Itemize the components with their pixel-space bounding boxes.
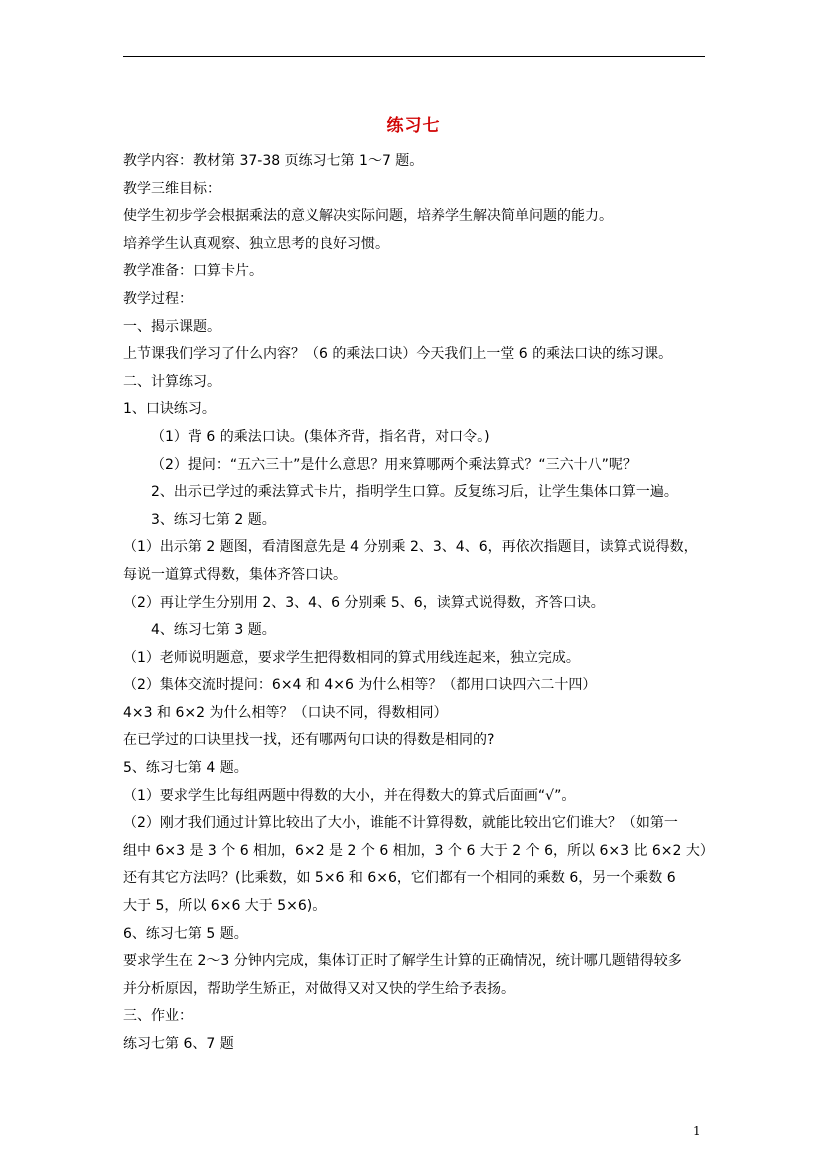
text-line: 上节课我们学习了什么内容？（6 的乘法口诀）今天我们上一堂 6 的乘法口诀的练习课。 — [123, 346, 673, 363]
text-line: （2）再让学生分别用 2、3、4、6 分别乘 5、6，读算式说得数，齐答口诀。 — [123, 594, 605, 611]
text-line: 练习七第 6、7 题 — [123, 1036, 234, 1052]
text-line: 组中 6×3 是 3 个 6 相加，6×2 是 2 个 6 相加，3 个 6 大于 2 个 6，所以 6×3 比 6×2 大） — [123, 842, 714, 859]
text-line: 培养学生认真观察、独立思考的良好习惯。 — [123, 235, 389, 252]
text-line: （1）要求学生比每组两题中得数的大小，并在得数大的算式后面画“√”。 — [123, 787, 576, 804]
text-line: 要求学生在 2～3 分钟内完成，集体订正时了解学生计算的正确情况，统计哪几题错得较多 — [123, 953, 682, 970]
page-number: 1 — [693, 1124, 701, 1138]
section-heading: 一、揭示课题。 — [123, 318, 221, 335]
text-line: 3、练习七第 2 题。 — [151, 511, 276, 528]
text-line: 教学内容：教材第 37-38 页练习七第 1～7 题。 — [123, 153, 424, 169]
text-line: （1）出示第 2 题图，看清图意先是 4 分别乘 2、3、4、6，再依次指题目，读算式说得数， — [123, 539, 698, 556]
text-line: （2）提问：“五六三十”是什么意思？用来算哪两个乘法算式？“三六十八”呢？ — [151, 456, 637, 473]
section-heading: 二、计算练习。 — [123, 373, 221, 390]
text-line: 5、练习七第 4 题。 — [123, 760, 248, 777]
document-title: 练习七 — [386, 116, 441, 136]
text-line: 教学准备：口算卡片。 — [123, 263, 263, 280]
section-heading: 三、作业： — [123, 1008, 193, 1025]
text-line: 使学生初步学会根据乘法的意义解决实际问题，培养学生解决简单问题的能力。 — [123, 208, 613, 225]
header-rule — [123, 56, 705, 57]
text-line: 1、口诀练习。 — [123, 401, 216, 418]
text-line: （2）集体交流时提问：6×4 和 4×6 为什么相等？（都用口诀四六二十四） — [123, 677, 597, 694]
text-line: 还有其它方法吗？(比乘数，如 5×6 和 6×6，它们都有一个相同的乘数 6，另一个乘数 6 — [123, 870, 676, 887]
text-line: 并分析原因，帮助学生矫正，对做得又对又快的学生给予表扬。 — [123, 980, 515, 997]
text-line: 4×3 和 6×2 为什么相等？（口诀不同，得数相同） — [123, 704, 448, 721]
text-line: （1）背 6 的乘法口诀。(集体齐背，指名背，对口令。) — [151, 428, 490, 445]
text-line: 在已学过的口诀里找一找，还有哪两句口诀的得数是相同的? — [123, 732, 495, 749]
text-line: 教学三维目标： — [123, 180, 221, 197]
document-body — [123, 148, 714, 1059]
text-line: 教学过程： — [123, 290, 193, 307]
text-line: 4、练习七第 3 题。 — [151, 622, 276, 639]
text-line: （1）老师说明题意，要求学生把得数相同的算式用线连起来，独立完成。 — [123, 649, 580, 666]
text-line: （2）刚才我们通过计算比较出了大小，谁能不计算得数，就能比较出它们谁大？（如第一 — [123, 815, 678, 832]
text-line: 每说一道算式得数，集体齐答口诀。 — [123, 566, 347, 583]
text-line: 2、出示已学过的乘法算式卡片，指明学生口算。反复练习后，让学生集体口算一遍。 — [151, 484, 678, 501]
text-line: 6、练习七第 5 题。 — [123, 925, 248, 942]
text-line: 大于 5，所以 6×6 大于 5×6)。 — [123, 898, 327, 915]
